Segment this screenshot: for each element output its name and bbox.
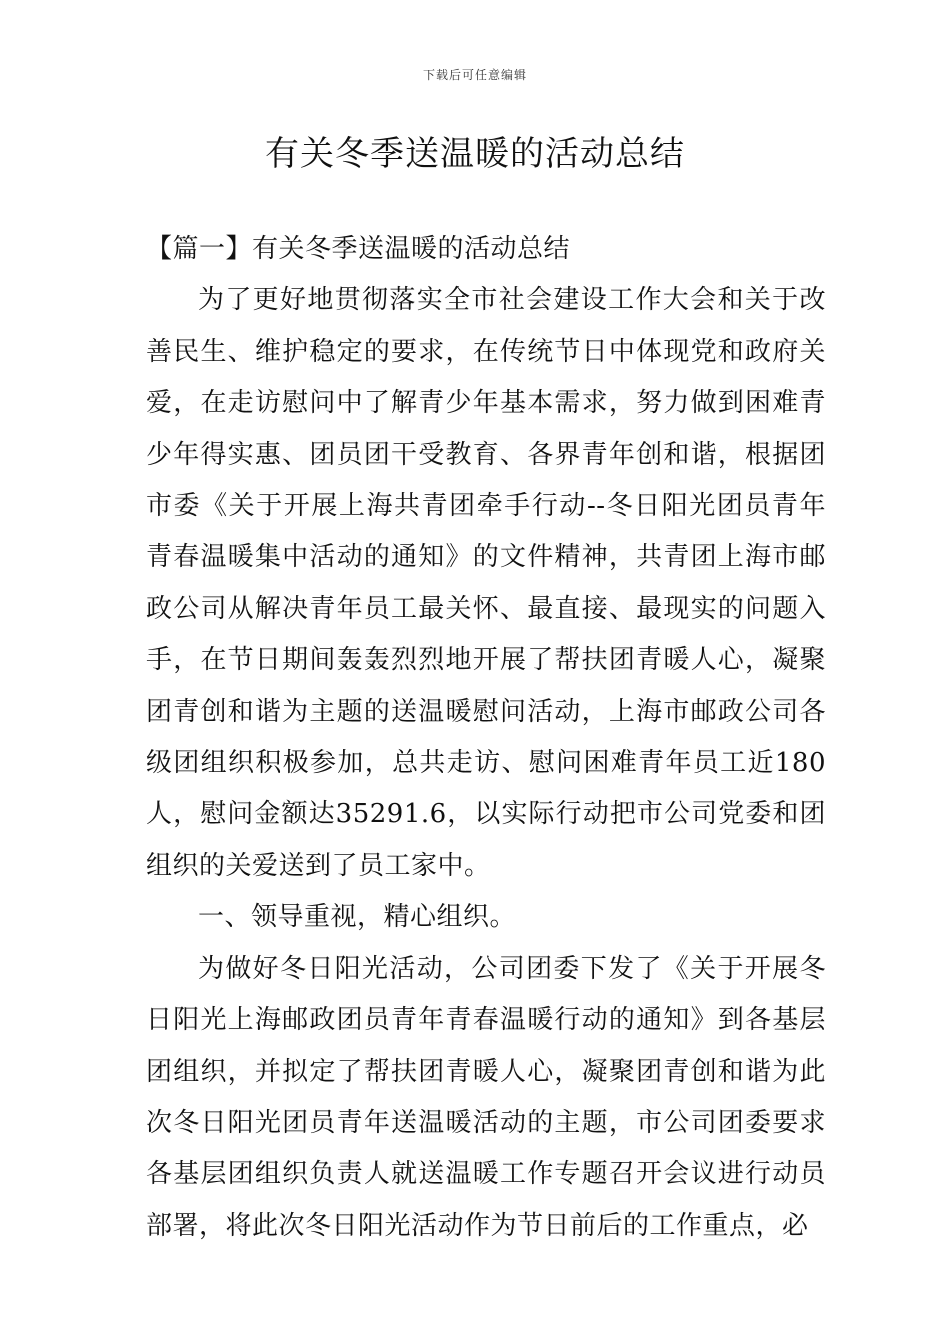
paragraph-intro: 为了更好地贯彻落实全市社会建设工作大会和关于改善民生、维护稳定的要求，在传统节日中体现党和政府关爱，在走访慰问中了解青少年基本需求，努力做到困难青少年得实惠、团员团干受教育、各界青年创和谐，根据团市委《关于开展上海共青团牵手行动--冬日阳光团员青年青春温暖集中活动的通知》的文件精神，共青团上海市邮政公司从解决青年员工最关怀、最直接、最现实的问题入手，在节日期间轰轰烈烈地开展了帮扶团青暖人心，凝聚团青创和谐为主题的送温暖慰问活动，上海市邮政公司各级团组织积极参加，总共走访、慰问困难青年员工近180人，慰问金额达35291.6，以实际行动把市公司党委和团组织的关爱送到了员工家中。 [146, 285, 826, 881]
paragraph-organization: 为做好冬日阳光活动，公司团委下发了《关于开展冬日阳光上海邮政团员青年青春温暖行动的通知》到各基层团组织，并拟定了帮扶团青暖人心，凝聚团青创和谐为此次冬日阳光团员青年送温暖活动的主题，市公司团委要求各基层团组织负责人就送温暖工作专题召开会议进行动员部署，将此次冬日阳光活动作为节日前后的工作重点，必 [146, 953, 826, 1241]
subheading-leadership: 一、领导重视，精心组织。 [198, 902, 517, 933]
section-heading: 【篇一】有关冬季送温暖的活动总结 [146, 234, 571, 264]
document-title: 有关冬季送温暖的活动总结 [265, 134, 685, 174]
header-note: 下载后可任意编辑 [422, 68, 527, 82]
document-body [146, 224, 826, 1252]
